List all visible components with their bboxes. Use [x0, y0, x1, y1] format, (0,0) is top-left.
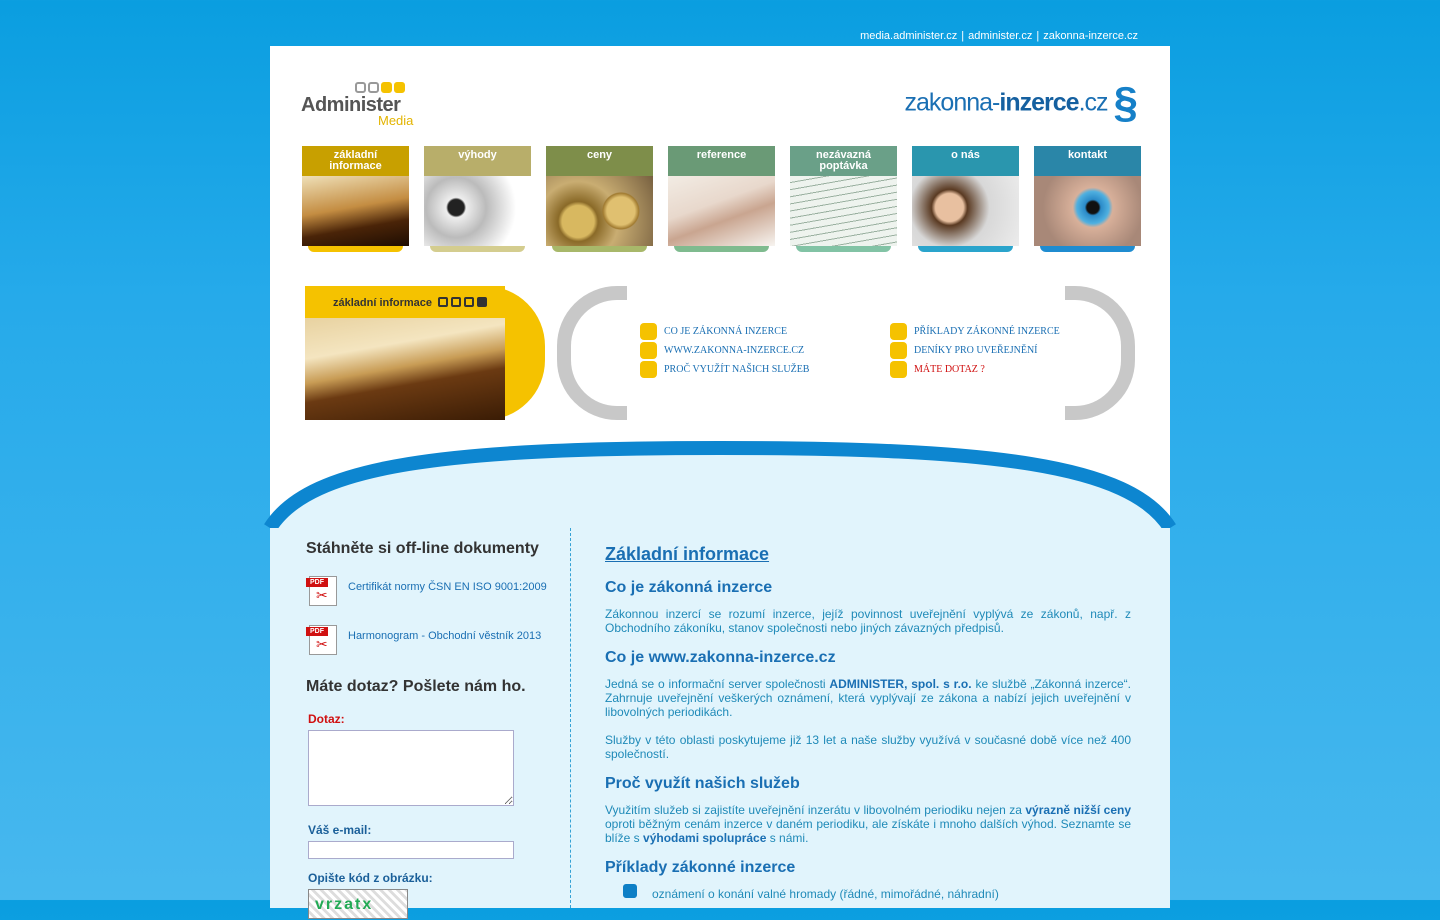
- nav-nezavazna-poptavka[interactable]: nezávazná poptávka: [790, 146, 897, 252]
- people-photo: [912, 176, 1019, 246]
- book-photo: [302, 176, 409, 246]
- book-image: [305, 318, 505, 420]
- question-form: [306, 712, 566, 919]
- nav-zakladni-informace[interactable]: základní informace: [302, 146, 409, 252]
- paragraph-why: Využitím služeb si zajistíte uveřejnění inzerátu v libovolném periodiku nejen za výrazně nižší ceny oproti běžným cenám inzerce v daném periodiku, ale získáte i mnoho dalších výhod. Seznamte se blíže s výhodami spolupráce s námi.: [605, 803, 1131, 845]
- bullet-icon: [890, 361, 907, 378]
- bullet-icon: [890, 342, 907, 359]
- sublink-item: WWW.ZAKONNA-INZERCE.CZ: [640, 341, 809, 360]
- logo-word-administer: Administer: [301, 94, 401, 116]
- email-field[interactable]: [308, 841, 514, 859]
- main-content: [605, 540, 1131, 901]
- administer-media-logo[interactable]: [301, 80, 421, 130]
- sidebar: [306, 540, 566, 919]
- nav-o-nas[interactable]: o nás: [912, 146, 1019, 252]
- question-label: Dotaz:: [308, 712, 345, 726]
- captcha-label: Opište kód z obrázku:: [308, 871, 433, 885]
- heading-what: Co je zákonná inzerce: [605, 579, 773, 596]
- bullet-icon: [623, 884, 637, 898]
- form-title: Máte dotaz? Pošlete nám ho.: [306, 678, 526, 695]
- bullet-icon: [640, 323, 657, 340]
- paragraph-what: Zákonnou inzercí se rozumí inzerce, jejíž povinnost uveřejnění vyplývá ze zákonů, např. z Obchodního zákoníku, stanov společnosti nebo jiných závazných předpisů.: [605, 607, 1131, 635]
- doc-link-harmonogram[interactable]: Harmonogram - Obchodní věstník 2013: [348, 630, 542, 642]
- toplink-zakonna[interactable]: zakonna-inzerce.cz: [1043, 30, 1138, 42]
- section-banner: [305, 286, 545, 422]
- coins-photo: [546, 176, 653, 246]
- bullet-icon: [640, 361, 657, 378]
- sublinks-right: [890, 322, 1060, 379]
- paragraph-icon: §: [1113, 78, 1138, 127]
- bullet-icon: [890, 323, 907, 340]
- paragraph-www1: Jedná se o informační server společnosti ADMINISTER, spol. s r.o. ke službě „Zákonná inzerce“. Zahrnuje uveřejnění veškerých oznámení, která vyplývají ze zákona a nabízí jejich uveřejnění v libovolných periodikách.: [605, 677, 1132, 719]
- main-nav: [302, 146, 1140, 252]
- column-divider: [570, 528, 571, 908]
- wave-divider: [270, 444, 1170, 534]
- logo-word-media: Media: [378, 113, 414, 128]
- captcha-image: vrzatx: [308, 889, 408, 919]
- nav-reference[interactable]: reference: [668, 146, 775, 252]
- toplink-media[interactable]: media.administer.cz: [860, 30, 958, 42]
- list-item: oznámení o konání valné hromady (řádné, mimořádné, náhradní): [623, 887, 1131, 901]
- sublinks-left: [640, 322, 809, 379]
- heading-www: Co je www.zakonna-inzerce.cz: [605, 649, 836, 666]
- paragraph-www2: Služby v této oblasti poskytujeme již 13 let a naše služby využívá v současné době více než 400 společností.: [605, 733, 1131, 761]
- sublink-item: PŘÍKLADY ZÁKONNÉ INZERCE: [890, 322, 1060, 341]
- zakonna-inzerce-logo[interactable]: [904, 78, 1138, 127]
- banner-caption: základní informace: [333, 297, 433, 309]
- glasses-photo: [424, 176, 531, 246]
- sublink-item: CO JE ZÁKONNÁ INZERCE: [640, 322, 809, 341]
- eye-photo: [1034, 176, 1141, 246]
- email-label: Váš e-mail:: [308, 823, 372, 837]
- bullet-icon: [640, 342, 657, 359]
- doc-item: [306, 576, 566, 625]
- nav-ceny[interactable]: ceny: [546, 146, 653, 252]
- doc-link-certificate[interactable]: Certifikát normy ČSN EN ISO 9001:2009: [348, 581, 547, 593]
- left-bracket-decoration: [557, 286, 627, 420]
- heading-why: Proč využít našich služeb: [605, 775, 800, 792]
- sublink-item: PROČ VYUŽÍT NAŠICH SLUŽEB: [640, 360, 809, 379]
- pdf-icon: PDF ✂: [306, 576, 339, 606]
- page-title[interactable]: Základní informace: [605, 544, 770, 564]
- nav-kontakt[interactable]: kontakt: [1034, 146, 1141, 252]
- examples-list: [623, 887, 1131, 901]
- docs-title: Stáhněte si off-line dokumenty: [306, 540, 539, 557]
- pdf-icon: PDF ✂: [306, 625, 339, 655]
- heading-examples: Příklady zákonné inzerce: [605, 859, 796, 876]
- right-bracket-decoration: [1065, 286, 1135, 420]
- doc-item: [306, 625, 566, 674]
- logo-text: zakonna-inzerce.cz: [904, 88, 1108, 117]
- top-links: media.administer.cz | administer.cz | zakonna-inzerce.cz: [860, 30, 1138, 42]
- nav-vyhody[interactable]: výhody: [424, 146, 531, 252]
- form-photo: [790, 176, 897, 246]
- sublink-item: MÁTE DOTAZ ?: [890, 360, 1060, 379]
- signing-photo: [668, 176, 775, 246]
- question-textarea[interactable]: [308, 730, 514, 806]
- toplink-administer[interactable]: administer.cz: [968, 30, 1033, 42]
- page-container: [270, 46, 1170, 913]
- sublink-item: DENÍKY PRO UVEŘEJNĚNÍ: [890, 341, 1060, 360]
